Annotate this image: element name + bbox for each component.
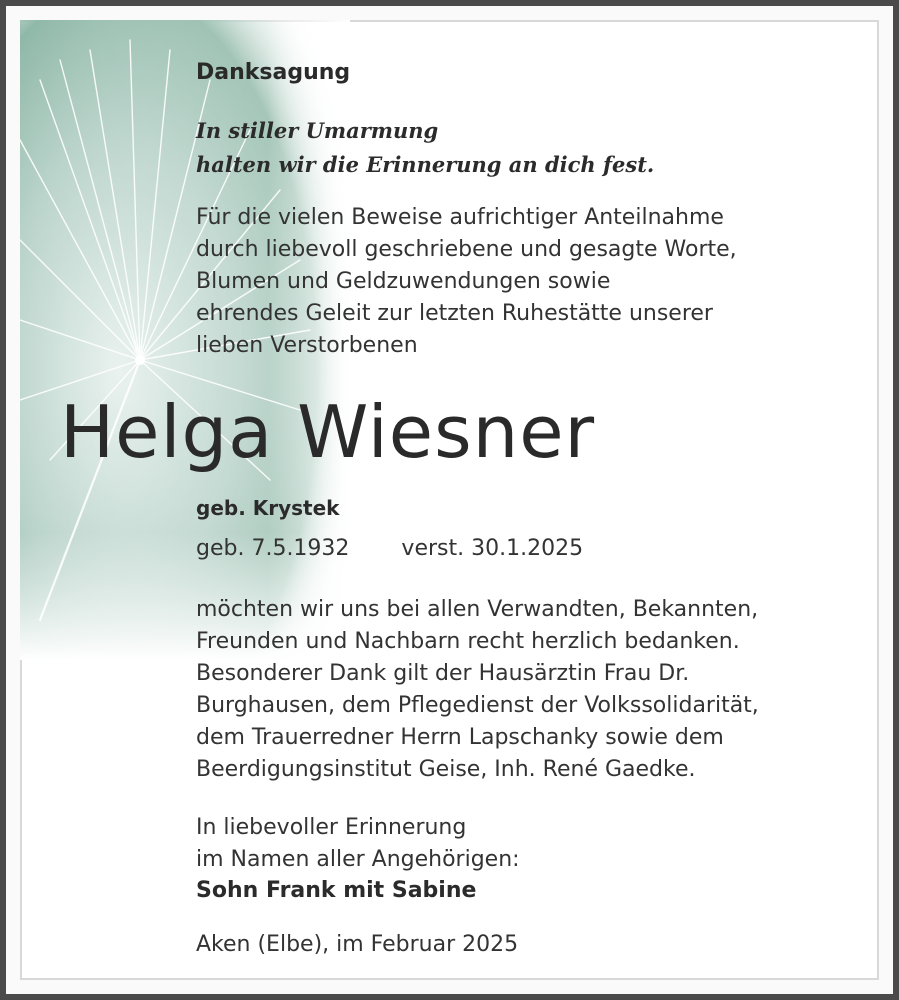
place-date: Aken (Elbe), im Februar 2025 [196,932,519,957]
deceased-name: Helga Wiesner [60,390,596,474]
motto-line: In stiller Umarmung [196,118,439,143]
intro-line: Blumen und Geldzuwendungen sowie [196,269,611,294]
intro-paragraph [196,202,737,362]
heading: Danksagung [196,60,351,85]
closing-paragraph [196,812,520,876]
closing-line: im Namen aller Angehörigen: [196,847,520,872]
life-dates [196,536,583,561]
intro-line: lieben Verstorbenen [196,333,418,358]
motto-line: halten wir die Erinnerung an dich fest. [196,152,655,177]
thanks-paragraph [196,594,759,786]
thanks-line: Beerdigungsinstitut Geise, Inh. René Gaedke. [196,757,696,782]
thanks-line: Freunden und Nachbarn recht herzlich bedanken. [196,629,740,654]
birth-date: geb. 7.5.1932 [196,536,350,561]
intro-line: durch liebevoll geschriebene und gesagte Worte, [196,237,737,262]
thanks-line: möchten wir uns bei allen Verwandten, Bekannten, [196,597,759,622]
thanks-line: dem Trauerredner Herrn Lapschanky sowie dem [196,725,724,750]
intro-line: Für die vielen Beweise aufrichtiger Anteilnahme [196,205,724,230]
notice-card [20,20,879,980]
signer: Sohn Frank mit Sabine [196,878,477,903]
thanks-line: Burghausen, dem Pflegedienst der Volkssolidarität, [196,693,759,718]
intro-line: ehrendes Geleit zur letzten Ruhestätte unserer [196,301,713,326]
motto [196,114,654,182]
closing-line: In liebevoller Erinnerung [196,815,467,840]
thanks-line: Besonderer Dank gilt der Hausärztin Frau Dr. [196,661,690,686]
death-date: verst. 30.1.2025 [401,536,584,561]
birth-name: geb. Krystek [196,496,340,520]
